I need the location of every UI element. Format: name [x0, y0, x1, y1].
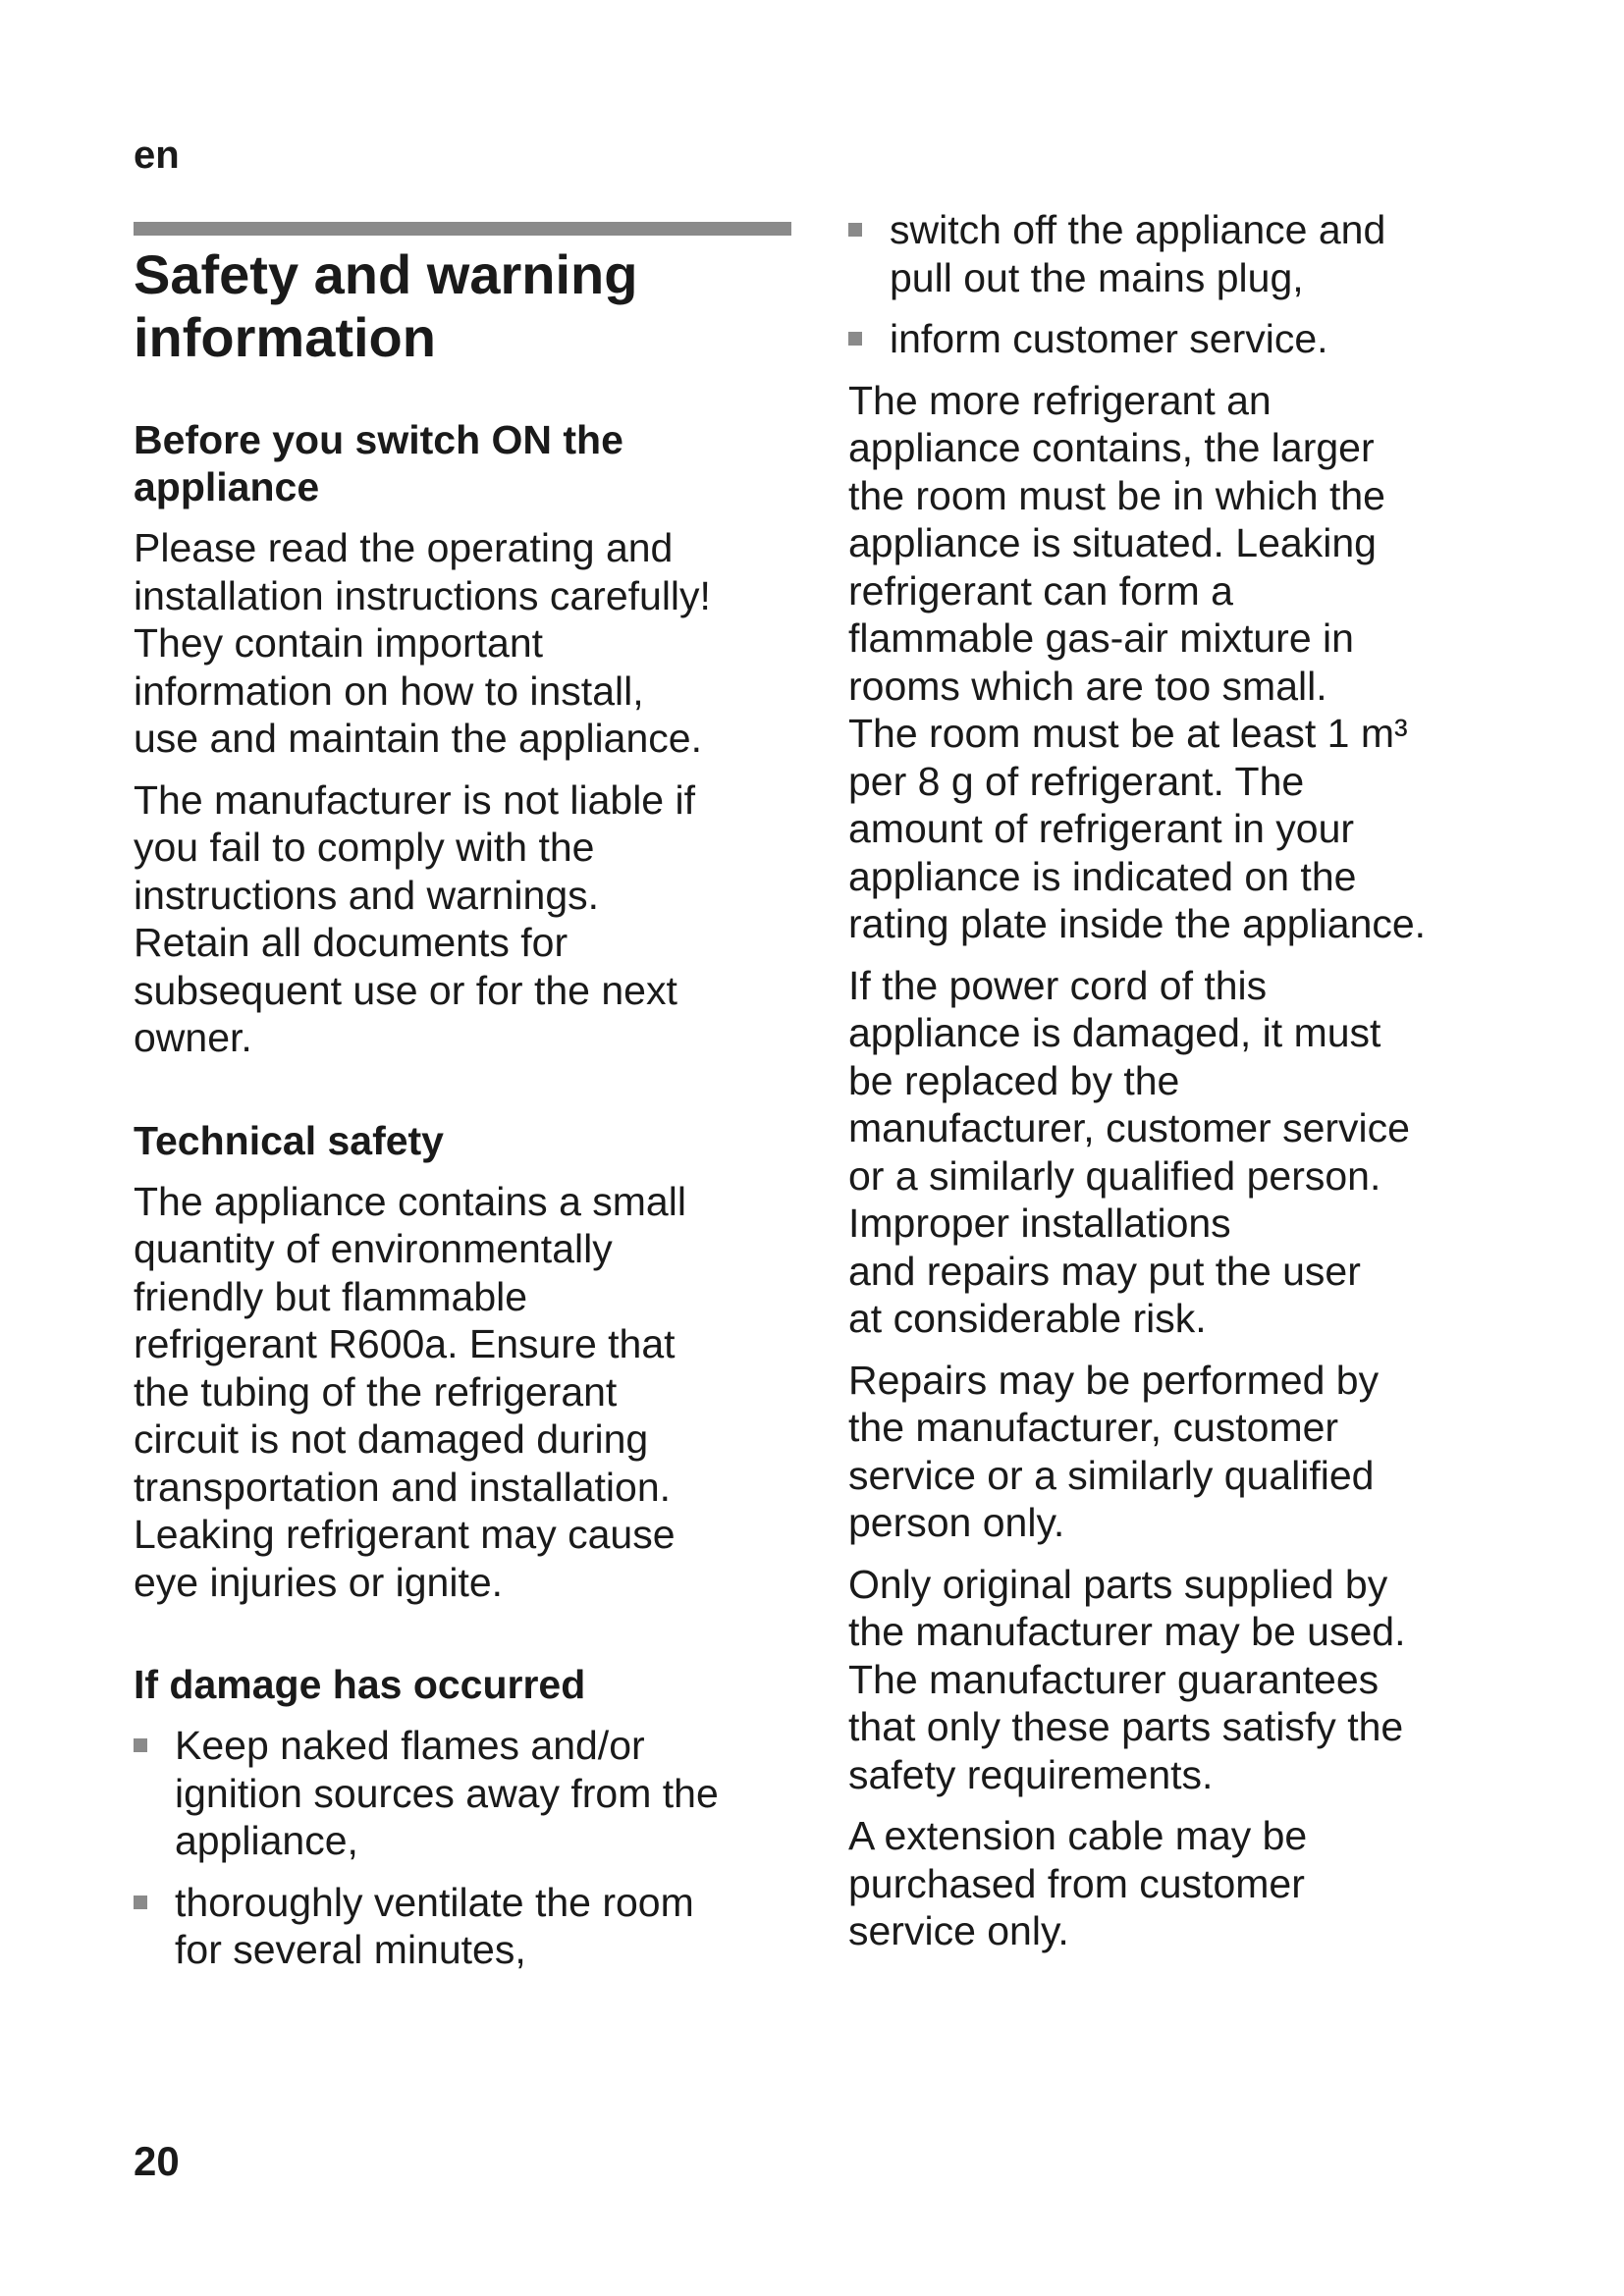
- before-switch-on-heading: [134, 416, 801, 510]
- square-bullet-icon: [848, 332, 862, 346]
- text-line: appliance,: [175, 1818, 358, 1863]
- text-line: Only original parts supplied by: [848, 1561, 1388, 1607]
- power-cord-paragraph: [848, 962, 1536, 1343]
- text-line: A extension cable may be: [848, 1813, 1308, 1858]
- text-line: owner.: [134, 1015, 252, 1060]
- text-line: appliance is indicated on the: [848, 853, 1357, 899]
- text-line: for several minutes,: [175, 1927, 526, 1972]
- text-line: information on how to install,: [134, 667, 644, 714]
- text-line: or a similarly qualified person.: [848, 1152, 1381, 1199]
- text-line: refrigerant can form a: [848, 567, 1233, 614]
- text-line: the room must be in which the: [848, 472, 1385, 518]
- text-line: person only.: [848, 1500, 1065, 1545]
- damage-bullet-list-right: [848, 206, 1536, 363]
- before-switch-on-heading-line-1: Before you switch ON the: [134, 417, 623, 462]
- page-title-line-2: information: [134, 306, 436, 368]
- before-switch-on-heading-line-2: appliance: [134, 464, 320, 509]
- list-item: [134, 1879, 801, 1974]
- text-line: The manufacturer is not liable if: [134, 776, 695, 823]
- original-parts-paragraph: [848, 1561, 1536, 1799]
- text-line: eye injuries or ignite.: [134, 1559, 504, 1605]
- square-bullet-icon: [134, 1896, 147, 1909]
- text-line: The manufacturer guarantees: [848, 1656, 1380, 1702]
- text-line: Improper installations: [848, 1201, 1231, 1246]
- text-line: inform customer service.: [890, 316, 1328, 361]
- text-line: The room must be at least 1 m³: [848, 711, 1408, 756]
- list-item: [134, 1722, 801, 1865]
- text-line: ignition sources away from the: [175, 1770, 719, 1816]
- text-line: rooms which are too small.: [848, 663, 1327, 709]
- text-line: appliance contains, the larger: [848, 425, 1375, 470]
- text-line: Keep naked flames and/or: [175, 1723, 645, 1768]
- text-line: If the power cord of this: [848, 962, 1268, 1008]
- list-item: [848, 315, 1536, 363]
- text-line: friendly but flammable: [134, 1273, 528, 1319]
- text-line: the manufacturer may be used.: [848, 1609, 1406, 1654]
- before-switch-on-paragraph-1: [134, 524, 801, 763]
- damage-bullet-list-left: [134, 1722, 801, 1974]
- damage-heading: If damage has occurred: [134, 1662, 586, 1707]
- text-line: manufacturer, customer service: [848, 1105, 1410, 1150]
- text-line: use and maintain the appliance.: [134, 716, 702, 761]
- text-line: instructions and warnings.: [134, 872, 600, 918]
- text-line: amount of refrigerant in your: [848, 806, 1355, 851]
- text-line: Leaking refrigerant may cause: [134, 1512, 676, 1557]
- text-line: rating plate inside the appliance.: [848, 901, 1427, 946]
- text-line: Retain all documents for: [134, 920, 568, 965]
- text-line: service or a similarly qualified: [848, 1452, 1375, 1498]
- text-line: service only.: [848, 1908, 1069, 1953]
- text-line: The appliance contains a small: [134, 1178, 686, 1224]
- technical-safety-paragraph: [134, 1178, 801, 1607]
- right-column: [848, 206, 1536, 1969]
- left-flow: [134, 416, 801, 1988]
- text-line: per 8 g of refrigerant. The: [848, 758, 1305, 804]
- text-line: purchased from customer: [848, 1860, 1305, 1906]
- section-spacer: [134, 1076, 801, 1117]
- text-line: you fail to comply with the: [134, 825, 595, 870]
- refrigerant-room-paragraph: [848, 377, 1536, 948]
- square-bullet-icon: [848, 223, 862, 237]
- text-line: safety requirements.: [848, 1751, 1214, 1797]
- text-line: installation instructions carefully!: [134, 572, 711, 618]
- page-title: [134, 243, 801, 369]
- text-line: transportation and installation.: [134, 1464, 672, 1510]
- page-title-line-1: Safety and warning: [134, 243, 638, 305]
- text-line: appliance is damaged, it must: [848, 1010, 1381, 1055]
- text-line: They contain important: [134, 620, 544, 666]
- square-bullet-icon: [134, 1738, 147, 1752]
- text-line: and repairs may put the user: [848, 1248, 1361, 1294]
- text-line: the tubing of the refrigerant: [134, 1368, 618, 1415]
- text-line: switch off the appliance and: [890, 207, 1386, 252]
- section-spacer: [134, 1620, 801, 1661]
- section-rule: [134, 222, 791, 236]
- repairs-paragraph: [848, 1357, 1536, 1547]
- text-line: subsequent use or for the next: [134, 967, 677, 1013]
- text-line: The more refrigerant an: [848, 377, 1272, 423]
- text-line: that only these parts satisfy the: [848, 1704, 1404, 1749]
- text-line: refrigerant R600a. Ensure that: [134, 1321, 676, 1366]
- language-code: en: [134, 133, 180, 177]
- technical-safety-heading: Technical safety: [134, 1117, 444, 1163]
- extension-cable-paragraph: [848, 1812, 1536, 1955]
- text-line: quantity of environmentally: [134, 1226, 613, 1271]
- before-switch-on-paragraph-2: [134, 776, 801, 1062]
- text-line: flammable gas-air mixture in: [848, 615, 1354, 661]
- text-line: appliance is situated. Leaking: [848, 520, 1377, 565]
- text-line: circuit is not damaged during: [134, 1416, 649, 1462]
- text-line: be replaced by the: [848, 1057, 1180, 1103]
- text-line: the manufacturer, customer: [848, 1405, 1339, 1450]
- text-line: pull out the mains plug,: [890, 254, 1304, 300]
- text-line: Repairs may be performed by: [848, 1357, 1380, 1403]
- text-line: Please read the operating and: [134, 525, 674, 570]
- text-line: at considerable risk.: [848, 1296, 1207, 1341]
- list-item: [848, 206, 1536, 301]
- page-number: 20: [134, 2138, 180, 2184]
- text-line: thoroughly ventilate the room: [175, 1879, 694, 1925]
